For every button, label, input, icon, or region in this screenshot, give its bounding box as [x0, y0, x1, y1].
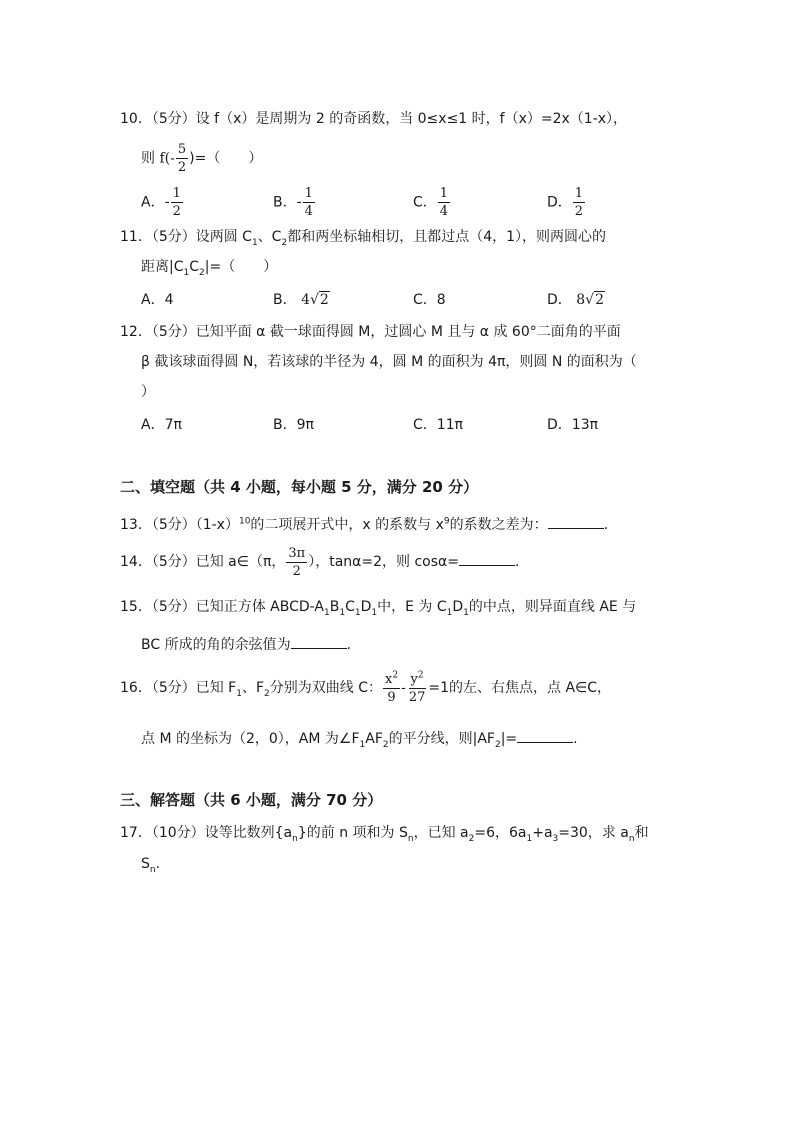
q12-option-a: A．7π — [141, 417, 182, 433]
q11-option-a: A．4 — [141, 292, 174, 308]
q17-line1: 17．（10分）设等比数列$\{a_n\}$的前 n 项和为 $S_n$，已知 $a_2=6$，$6a_1+a_3=30$，求 $a_n$和 — [120, 825, 649, 844]
section-heading-solutions: 三、解答题（共 6 小题，满分 70 分） — [120, 791, 383, 809]
q10-option-a: A．- $\frac{1}{2}$ — [141, 186, 181, 219]
q11-option-b: B． 4√2 — [273, 292, 329, 308]
q13-line: 13．（5分）$(1-x)^{10}$的二项展开式中，x 的系数与 $x^9$的系数之差为： . — [120, 516, 609, 533]
q10-option-d: D． $\frac{1}{2}$ — [547, 186, 584, 219]
q12-line3: ） — [141, 384, 155, 400]
q11-option-d: D． 8√2 — [547, 292, 604, 308]
q10-option-c: C． $\frac{1}{4}$ — [413, 186, 449, 219]
q12-option-d: D．13π — [547, 417, 599, 433]
q10-line2: 则 f(- $\frac{5}{2}$ )=（ ） — [141, 142, 263, 175]
q16-line1: 16．（5分）已知 $F_1$、$F_2$分别为双曲线 C： $\frac{x^2}{9}$ - $\frac{y^2}{27}$ =1的左、右焦点，点 A∈C， — [120, 670, 611, 705]
q15-line1: 15．（5分）已知正方体 ABCD-$A_1B_1C_1D_1$中，E 为 $C_1D_1$的中点，则异面直线 AE 与 — [120, 599, 637, 618]
q12-line2: β 截该球面得圆 N，若该球的半径为 4，圆 M 的面积为 4π，则圆 N 的面积为（ — [141, 354, 637, 370]
q10-option-b: B．- $\frac{1}{4}$ — [273, 186, 313, 219]
q12-line1: 12．（5分）已知平面 α 截一球面得圆 M，过圆心 M 且与 α 成 60°二面角的平面 — [120, 324, 621, 340]
q12-option-b: B．9π — [273, 417, 314, 433]
q12-option-c: C．11π — [413, 417, 464, 433]
q10-line1: 10．（5分）设 f（x）是周期为 2 的奇函数，当 0≤x≤1 时，f（x）=2x（1-x）， — [120, 111, 628, 127]
q14-line: 14．（5分）已知 a∈（π， $\frac{3\pi}{2}$ ），tanα=2，则 cosα= . — [120, 545, 520, 579]
q11-line2: 距离$|C_1C_2|=$（ ） — [141, 259, 278, 278]
q11-line1: 11．（5分）设两圆 $C_1$、$C_2$都和两坐标轴相切，且都过点（4，1），则两圆心的 — [120, 229, 607, 248]
answer-blank[interactable] — [548, 515, 604, 529]
answer-blank[interactable] — [459, 552, 515, 566]
answer-blank[interactable] — [517, 729, 573, 743]
q15-line2: BC 所成的角的余弦值为 . — [141, 637, 352, 653]
q17-line2: $S_n$. — [141, 856, 161, 875]
answer-blank[interactable] — [291, 635, 347, 649]
q16-line2: 点 M 的坐标为（2，0），AM 为$\angle F_1AF_2$的平分线，则$|AF_2|=$ . — [141, 731, 578, 750]
fraction-5-2: $\frac{5}{2}$ — [177, 142, 187, 175]
section-heading-fill-in: 二、填空题（共 4 小题，每小题 5 分，满分 20 分） — [120, 478, 479, 496]
q11-option-c: C．8 — [413, 292, 446, 308]
